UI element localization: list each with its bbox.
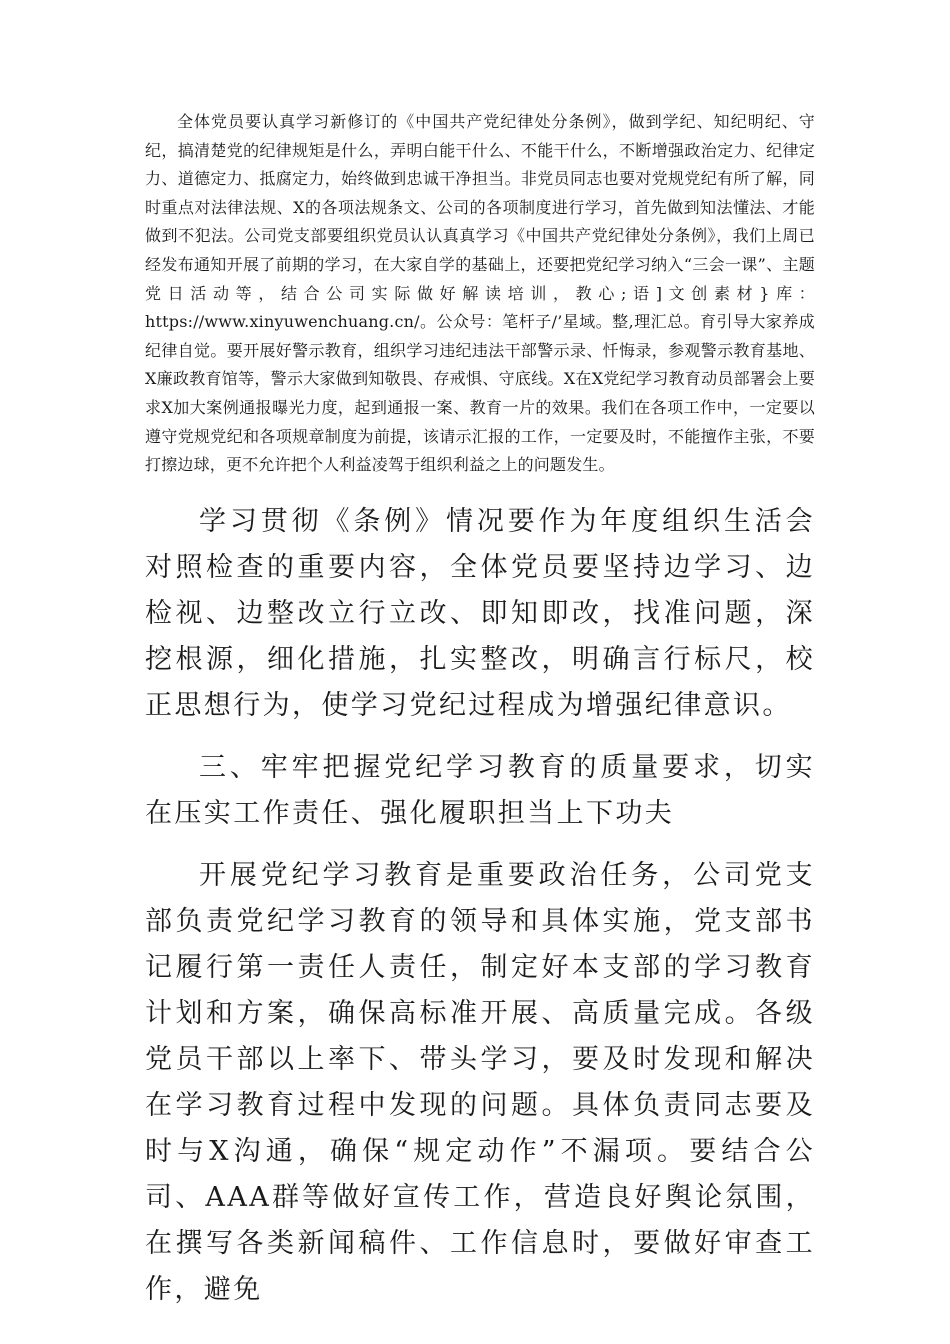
document-page — [145, 108, 815, 1313]
body-paragraph-2: 学习贯彻《条例》情况要作为年度组织生活会对照检查的重要内容，全体党员要坚持边学习、边检视、边整改立行立改、即知即改，找准问题，深挖根源，细化措施，扎实整改，明确言行标尺，校正思想行为，使学习党纪过程成为增强纪律意识。 — [145, 505, 815, 721]
body-paragraph-4: 开展党纪学习教育是重要政治任务，公司党支部负责党纪学习教育的领导和具体实施，党支部书记履行第一责任人责任，制定好本支部的学习教育计划和方案，确保高标准开展、高质量完成。各级党员干部以上率下、带头学习，要及时发现和解决在学习教育过程中发现的问题。具体负责同志要及时与X沟通，确保“规定动作”不漏项。要结合公司、AAA群等做好宣传工作，营造良好舆论氛围，在撰写各类新闻稿件、工作信息时，要做好审查工作，避免 — [145, 859, 815, 1305]
body-paragraph-1: 全体党员要认真学习新修订的《中国共产党纪律处分条例》，做到学纪、知纪明纪、守纪，搞清楚党的纪律规矩是什么，弄明白能干什么、不能干什么，不断增强政治定力、纪律定力、道德定力、抵腐定力，始终做到忠诚干净担当。非党员同志也要对党规党纪有所了解，同时重点对法律法规、X的各项法规条文、公司的各项制度进行学习，首先做到知法懂法、才能做到不犯法。公司党支部要组织党员认认真真学习《中国共产党纪律处分条例》，我们上周已经发布通知开展了前期的学习，在大家自学的基础上，还要把党纪学习纳入“三会一课”、主题党日活动等，结合公司实际做好解读培训，教心;语]文创素材}库：https://www.xinyuwenchuang.cn/。公众号：笔杆子/’星域。整,理汇总。育引导大家养成纪律自觉。要开展好警示教育，组织学习违纪违法干部警示录、忏悔录，参观警示教育基地、X廉政教育馆等，警示大家做到知敬畏、存戒惧、守底线。X在X党纪学习教育动员部署会上要求X加大案例通报曝光力度，起到通报一案、教育一片的效果。我们在各项工作中，一定要以遵守党规党纪和各项规章制度为前提，该请示汇报的工作，一定要及时，不能擅作主张，不要打擦边球，更不允许把个人利益凌驾于组织利益之上的问题发生。 — [145, 112, 815, 475]
section-heading-3: 三、牢牢把握党纪学习教育的质量要求，切实在压实工作责任、强化履职担当上下功夫 — [145, 751, 815, 829]
